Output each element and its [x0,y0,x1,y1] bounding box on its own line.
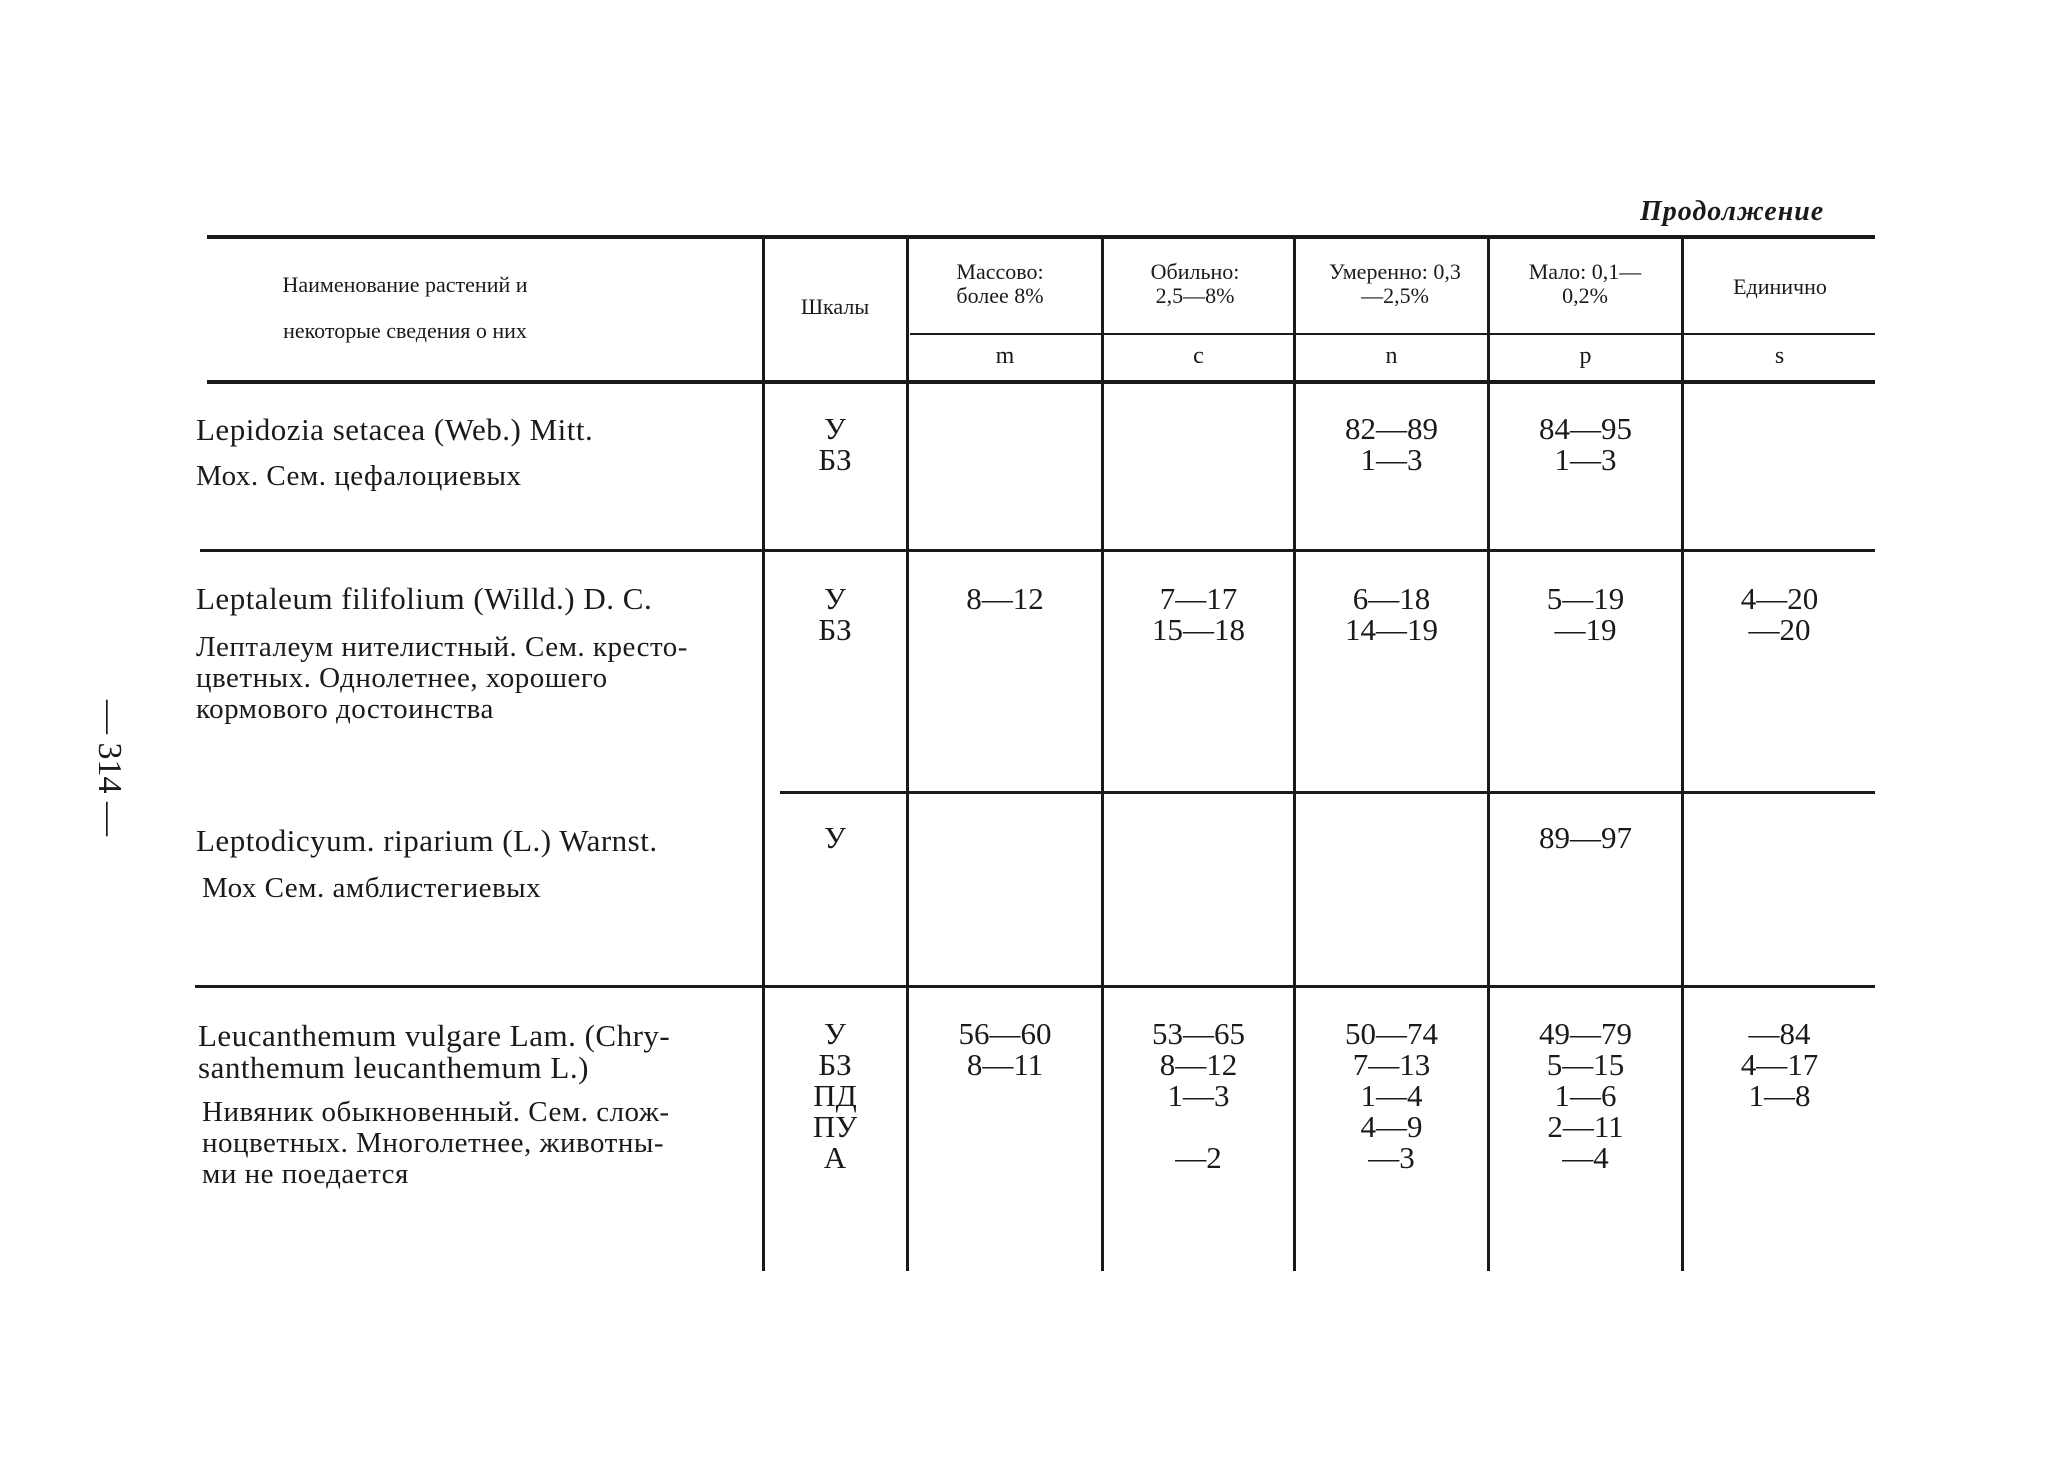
plant-description: Нивяник обыкновенный. Сем. слож- ноцветных. Многолетнее, животны- ми не поедается [202,1096,670,1190]
plant-description: Мох Сем. амблистегиевых [202,872,542,904]
plant-latin-name: Lepidozia setacea (Web.) Mitt. [196,412,594,447]
table-top-rule [207,235,1875,239]
header-bottom-rule [207,380,1875,384]
plant-latin-name: Leptaleum filifolium (Willd.) D. C. [196,581,653,616]
value-m: 56—60 8—11 [958,1016,1052,1082]
value-m: 8—12 [966,581,1044,616]
value-p: 49—79 5—15 1—6 2—11 —4 [1539,1016,1632,1175]
header-abundance-s: Единично [1733,274,1827,299]
header-abundance-c: Обильно: 2,5—8% [1150,259,1240,308]
value-p: 84—95 1—3 [1539,411,1632,477]
row-divider [200,549,1875,552]
value-p: 5—19 —19 [1546,581,1625,647]
subheader-rule [910,333,1875,335]
header-abundance-n: Умеренно: 0,3—2,5% [1329,259,1461,308]
scales-cell: У БЗ [818,411,852,477]
value-n: 6—18 14—19 [1345,581,1438,647]
continuation-label: Продолжение [1640,196,1825,227]
scales-cell: У БЗ ПД ПУ А [812,1016,858,1175]
plant-description: Мох. Сем. цефалоциевых [196,460,522,492]
column-divider [906,236,909,1271]
row-divider [780,791,1875,794]
code-p: p [1579,343,1592,369]
page-number: — 314 — [91,700,128,836]
value-p: 89—97 [1539,820,1632,855]
code-s: s [1774,343,1785,369]
value-c: 7—17 15—18 [1152,581,1245,647]
column-divider [1681,236,1684,1271]
value-n: 50—74 7—13 1—4 4—9 —3 [1345,1016,1438,1175]
header-abundance-m: Массово: более 8% [956,259,1044,308]
code-m: m [995,343,1015,369]
plant-description: Лепталеум нителистный. Сем. кресто- цветных. Однолетнее, хорошего кормового достоинства [196,631,688,725]
value-s: 4—20 —20 [1740,581,1819,647]
scales-cell: У [824,820,846,855]
value-n: 82—89 1—3 [1345,411,1438,477]
scales-cell: У БЗ [818,581,852,647]
header-name: Наименование растений и некоторые сведения о них [282,272,528,343]
value-s: —84 4—17 1—8 [1740,1016,1819,1113]
header-scales: Шкалы [800,294,870,319]
value-c: 53—65 8—12 1—3 —2 [1152,1016,1245,1175]
plant-latin-name: Leucanthemum vulgare Lam. (Chry- santhemum leucanthemum L.) [198,1018,671,1085]
code-n: n [1385,343,1398,369]
code-c: c [1193,343,1204,369]
plant-latin-name: Leptodicyum. riparium (L.) Warnst. [196,823,658,858]
header-abundance-p: Мало: 0,1—0,2% [1528,259,1642,308]
row-divider [195,985,1875,988]
